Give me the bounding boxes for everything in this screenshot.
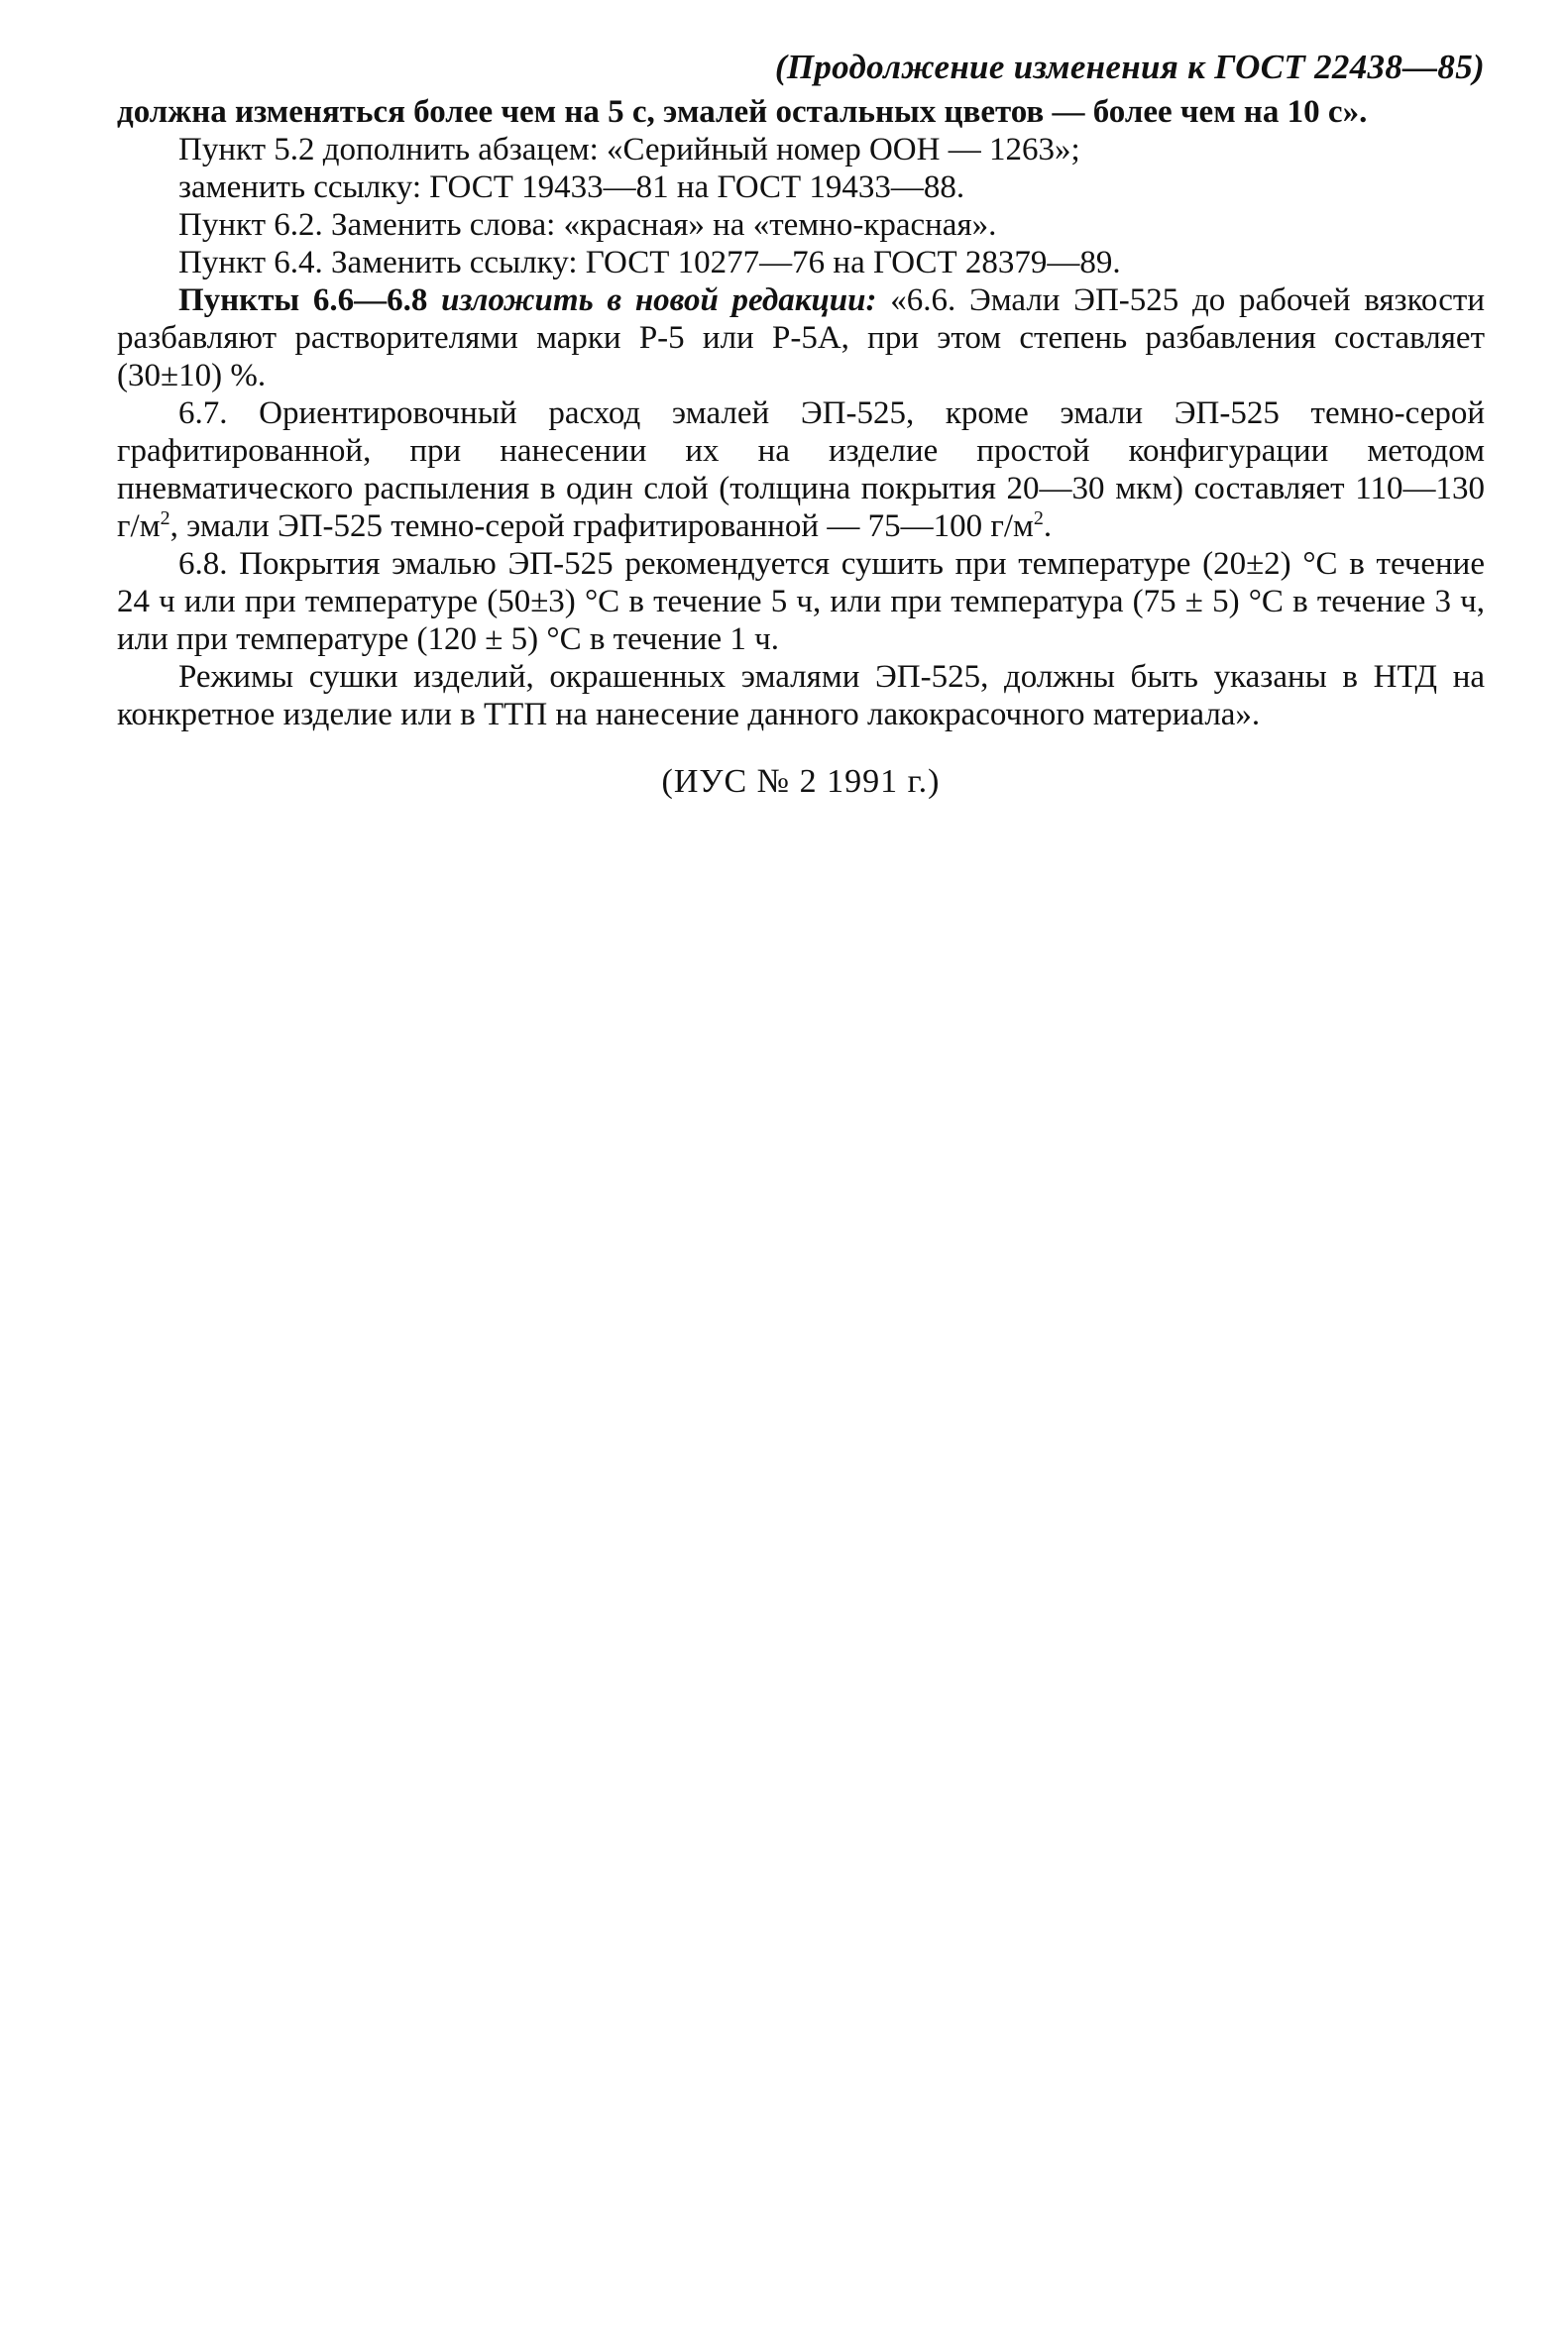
p7-superscript-1: 2 — [160, 507, 170, 529]
document-page — [117, 48, 1485, 801]
paragraph-6-7 — [117, 394, 1485, 545]
p6-lead: Пункты 6.6—6.8 — [178, 282, 428, 318]
paragraph-continuation: должна изменяться более чем на 5 с, эмалей остальных цветов — более чем на 10 с». — [117, 94, 1368, 130]
paragraph-5-2-reference: заменить ссылку: ГОСТ 19433—81 на ГОСТ 19433—88. — [178, 169, 965, 205]
paragraph-6-6 — [117, 281, 1485, 394]
p7-superscript-2: 2 — [1033, 507, 1044, 529]
paragraph-5-2: Пункт 5.2 дополнить абзацем: «Серийный номер ООН — 1263»; — [178, 132, 1080, 167]
paragraph-6-2: Пункт 6.2. Заменить слова: «красная» на «темно-красная». — [178, 207, 997, 243]
running-header: (Продолжение изменения к ГОСТ 22438—85) — [774, 48, 1485, 86]
p7-part-b: , эмали ЭП-525 темно-серой графитированной — 75—100 г/м — [169, 508, 1034, 544]
p7-part-a: 6.7. Ориентировочный расход эмалей ЭП-525, кроме эмали ЭП-525 темно-серой графитированной, при нанесении их на изделие простой конфигурации методом пневматического распыления в один слой (толщина покрытия 20—30 мкм) составляет 110—130 г/м — [117, 395, 1485, 544]
paragraph-drying-modes: Режимы сушки изделий, окрашенных эмалями ЭП-525, должны быть указаны в НТД на конкретное изделие или в ТТП на нанесение данного лакокрасочного материала». — [117, 659, 1485, 732]
p6-rest: «6.6. Эмали ЭП-525 до рабочей вязкости разбавляют растворителями марки Р-5 или Р-5А, при этом степень разбавления составляет (30±10) %. — [117, 282, 1485, 393]
paragraph-6-4: Пункт 6.4. Заменить ссылку: ГОСТ 10277—76 на ГОСТ 28379—89. — [178, 245, 1121, 280]
p6-italic: изложить в новой редакции: — [441, 282, 877, 318]
p7-part-c: . — [1043, 508, 1053, 544]
source-reference: (ИУС № 2 1991 г.) — [661, 763, 941, 800]
paragraph-6-8: 6.8. Покрытия эмалью ЭП-525 рекомендуется сушить при температуре (20±2) °С в течение 24 ч или при температуре (50±3) °С в течение 5 ч, или при температура (75 ± 5) °С в течение 3 ч, или при температуре (120 ± 5) °С в течение 1 ч. — [117, 546, 1485, 657]
